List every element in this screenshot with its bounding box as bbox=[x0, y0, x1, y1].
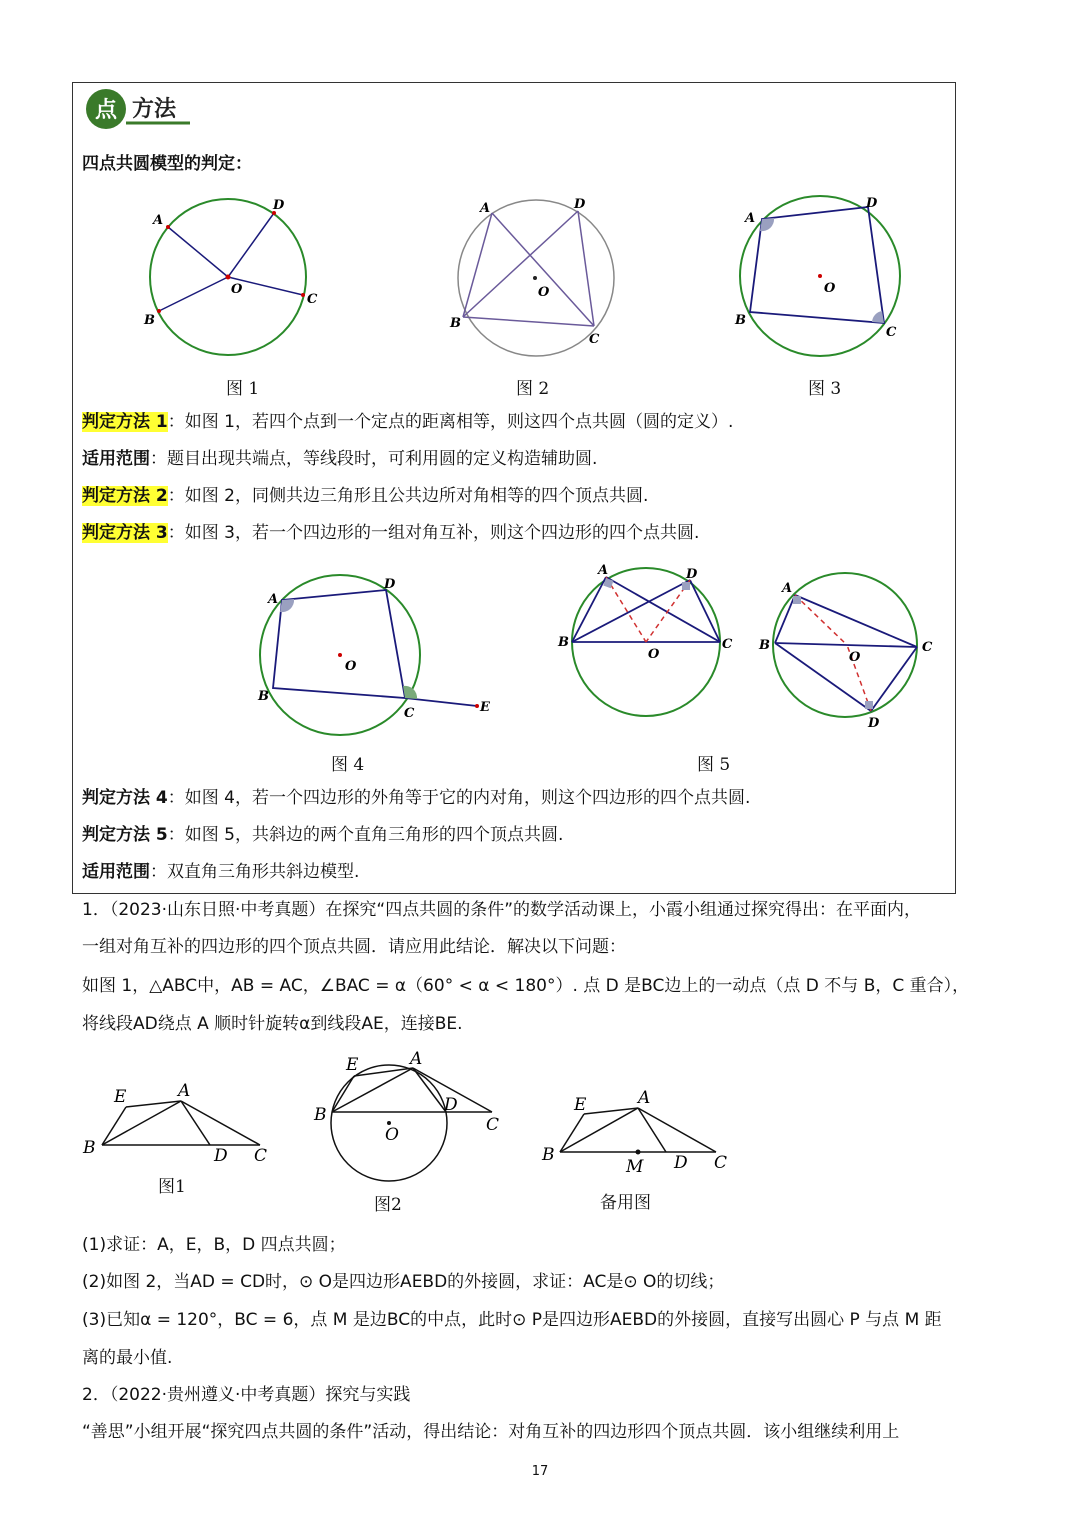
method-4: 判定方法 4：如图 4，若一个四边形的外角等于它的内对角，则这个四边形的四个点共圆. bbox=[82, 788, 751, 808]
svg-text:C: C bbox=[714, 1153, 728, 1173]
figure-4 bbox=[250, 570, 500, 745]
method-2: 判定方法 2：如图 2，同侧共边三角形且公共边所对角相等的四个顶点共圆. bbox=[82, 486, 649, 506]
caption-fig4: 图 4 bbox=[331, 755, 365, 775]
figure-2 bbox=[440, 190, 630, 365]
svg-text:O: O bbox=[345, 659, 357, 674]
svg-text:O: O bbox=[538, 285, 550, 300]
svg-text:C: C bbox=[922, 640, 933, 655]
scope-1: 适用范围：题目出现共端点，等线段时，可利用圆的定义构造辅助圆. bbox=[82, 449, 598, 469]
svg-text:O: O bbox=[849, 650, 861, 665]
svg-text:A: A bbox=[268, 592, 279, 607]
svg-text:O: O bbox=[385, 1125, 399, 1145]
problem1-figure-2 bbox=[312, 1048, 512, 1188]
svg-text:A: A bbox=[178, 1081, 191, 1101]
method-1: 判定方法 1：如图 1，若四个点到一个定点的距离相等，则这四个点共圆（圆的定义）. bbox=[82, 412, 734, 432]
svg-text:C: C bbox=[486, 1115, 500, 1135]
svg-text:A: A bbox=[782, 581, 793, 596]
svg-text:D: D bbox=[866, 196, 878, 211]
logo-char: 点 bbox=[94, 98, 118, 123]
problem2-line1: 2．（2022·贵州遵义·中考真题）探究与实践 bbox=[82, 1385, 411, 1405]
svg-text:E: E bbox=[480, 700, 490, 715]
svg-text:A: A bbox=[638, 1088, 651, 1108]
scope-2: 适用范围：双直角三角形共斜边模型. bbox=[82, 862, 360, 882]
svg-text:C: C bbox=[254, 1146, 268, 1166]
problem1-line2: 一组对角互补的四边形的四个顶点共圆．请应用此结论．解决以下问题： bbox=[82, 937, 626, 957]
svg-text:O: O bbox=[231, 282, 243, 297]
svg-text:E: E bbox=[574, 1095, 587, 1115]
method-logo bbox=[84, 86, 196, 132]
problem1-q1: (1)求证：A，E，B，D 四点共圆； bbox=[82, 1235, 346, 1255]
figure-1 bbox=[130, 190, 330, 365]
svg-text:B: B bbox=[735, 313, 746, 328]
svg-text:A: A bbox=[410, 1049, 423, 1069]
problem1-q3a: (3)已知α = 120°，BC = 6，点 M 是边BC的中点，此时⊙ P是四边形AEBD的外接圆，直接写出圆心 P 与点 M 距 bbox=[82, 1310, 942, 1330]
svg-text:C: C bbox=[722, 637, 733, 652]
svg-text:B: B bbox=[542, 1145, 555, 1165]
svg-text:E: E bbox=[346, 1055, 359, 1075]
problem1-line3: 如图 1，△ABC中，AB = AC，∠BAC = α（60° < α < 180°）. 点 D 是BC边上的一动点（点 D 不与 B，C 重合）， bbox=[82, 976, 970, 996]
svg-text:B: B bbox=[83, 1138, 96, 1158]
caption-fig2: 图 2 bbox=[516, 379, 550, 399]
svg-text:C: C bbox=[307, 292, 318, 307]
svg-text:D: D bbox=[868, 716, 880, 731]
svg-text:O: O bbox=[824, 281, 836, 296]
section-title: 四点共圆模型的判定： bbox=[82, 154, 252, 174]
problem1-line4: 将线段AD绕点 A 顺时针旋转α到线段AE，连接BE. bbox=[82, 1014, 463, 1034]
problem1-q2: (2)如图 2，当AD = CD时，⊙ O是四边形AEBD的外接圆，求证：AC是⊙ O的切线； bbox=[82, 1272, 725, 1292]
svg-text:B: B bbox=[759, 638, 770, 653]
svg-text:D: D bbox=[384, 577, 396, 592]
svg-text:D: D bbox=[444, 1095, 458, 1115]
problem1-caption-1: 图1 bbox=[158, 1177, 186, 1197]
page-number: 17 bbox=[531, 1464, 549, 1479]
svg-text:B: B bbox=[450, 316, 461, 331]
svg-text:C: C bbox=[886, 325, 897, 340]
svg-text:D: D bbox=[674, 1153, 688, 1173]
svg-text:B: B bbox=[258, 689, 269, 704]
svg-text:M: M bbox=[626, 1157, 644, 1177]
svg-text:A: A bbox=[480, 201, 491, 216]
svg-text:A: A bbox=[598, 563, 609, 578]
svg-text:E: E bbox=[114, 1087, 127, 1107]
svg-text:B: B bbox=[558, 635, 569, 650]
svg-text:A: A bbox=[745, 211, 756, 226]
svg-text:B: B bbox=[314, 1105, 327, 1125]
problem1-caption-3: 备用图 bbox=[600, 1193, 651, 1213]
method-5: 判定方法 5：如图 5，共斜边的两个直角三角形的四个顶点共圆. bbox=[82, 825, 564, 845]
method-3: 判定方法 3：如图 3，若一个四边形的一组对角互补，则这个四边形的四个点共圆. bbox=[82, 523, 700, 543]
figure-5a bbox=[550, 560, 740, 725]
caption-fig5: 图 5 bbox=[697, 755, 731, 775]
svg-text:O: O bbox=[648, 647, 660, 662]
logo-text: 方法 bbox=[132, 97, 177, 122]
problem1-caption-2: 图2 bbox=[374, 1195, 402, 1215]
figure-3 bbox=[725, 190, 915, 365]
svg-text:C: C bbox=[404, 706, 415, 721]
svg-text:D: D bbox=[214, 1146, 228, 1166]
svg-text:C: C bbox=[589, 332, 600, 347]
problem1-line1: 1．（2023·山东日照·中考真题）在探究“四点共圆的条件”的数学活动课上，小霞小组通过探究得出：在平面内， bbox=[82, 900, 921, 920]
problem2-line2: “善思”小组开展“探究四点共圆的条件”活动，得出结论：对角互补的四边形四个顶点共圆．该小组继续利用上 bbox=[82, 1422, 900, 1442]
caption-fig3: 图 3 bbox=[808, 379, 842, 399]
svg-text:D: D bbox=[686, 567, 698, 582]
svg-text:D: D bbox=[574, 197, 586, 212]
problem1-figure-3 bbox=[538, 1080, 738, 1180]
figure-5b bbox=[755, 565, 940, 740]
svg-text:B: B bbox=[144, 313, 155, 328]
svg-text:A: A bbox=[153, 213, 164, 228]
svg-text:D: D bbox=[273, 198, 285, 213]
problem1-q3b: 离的最小值. bbox=[82, 1348, 173, 1368]
caption-fig1: 图 1 bbox=[226, 379, 260, 399]
